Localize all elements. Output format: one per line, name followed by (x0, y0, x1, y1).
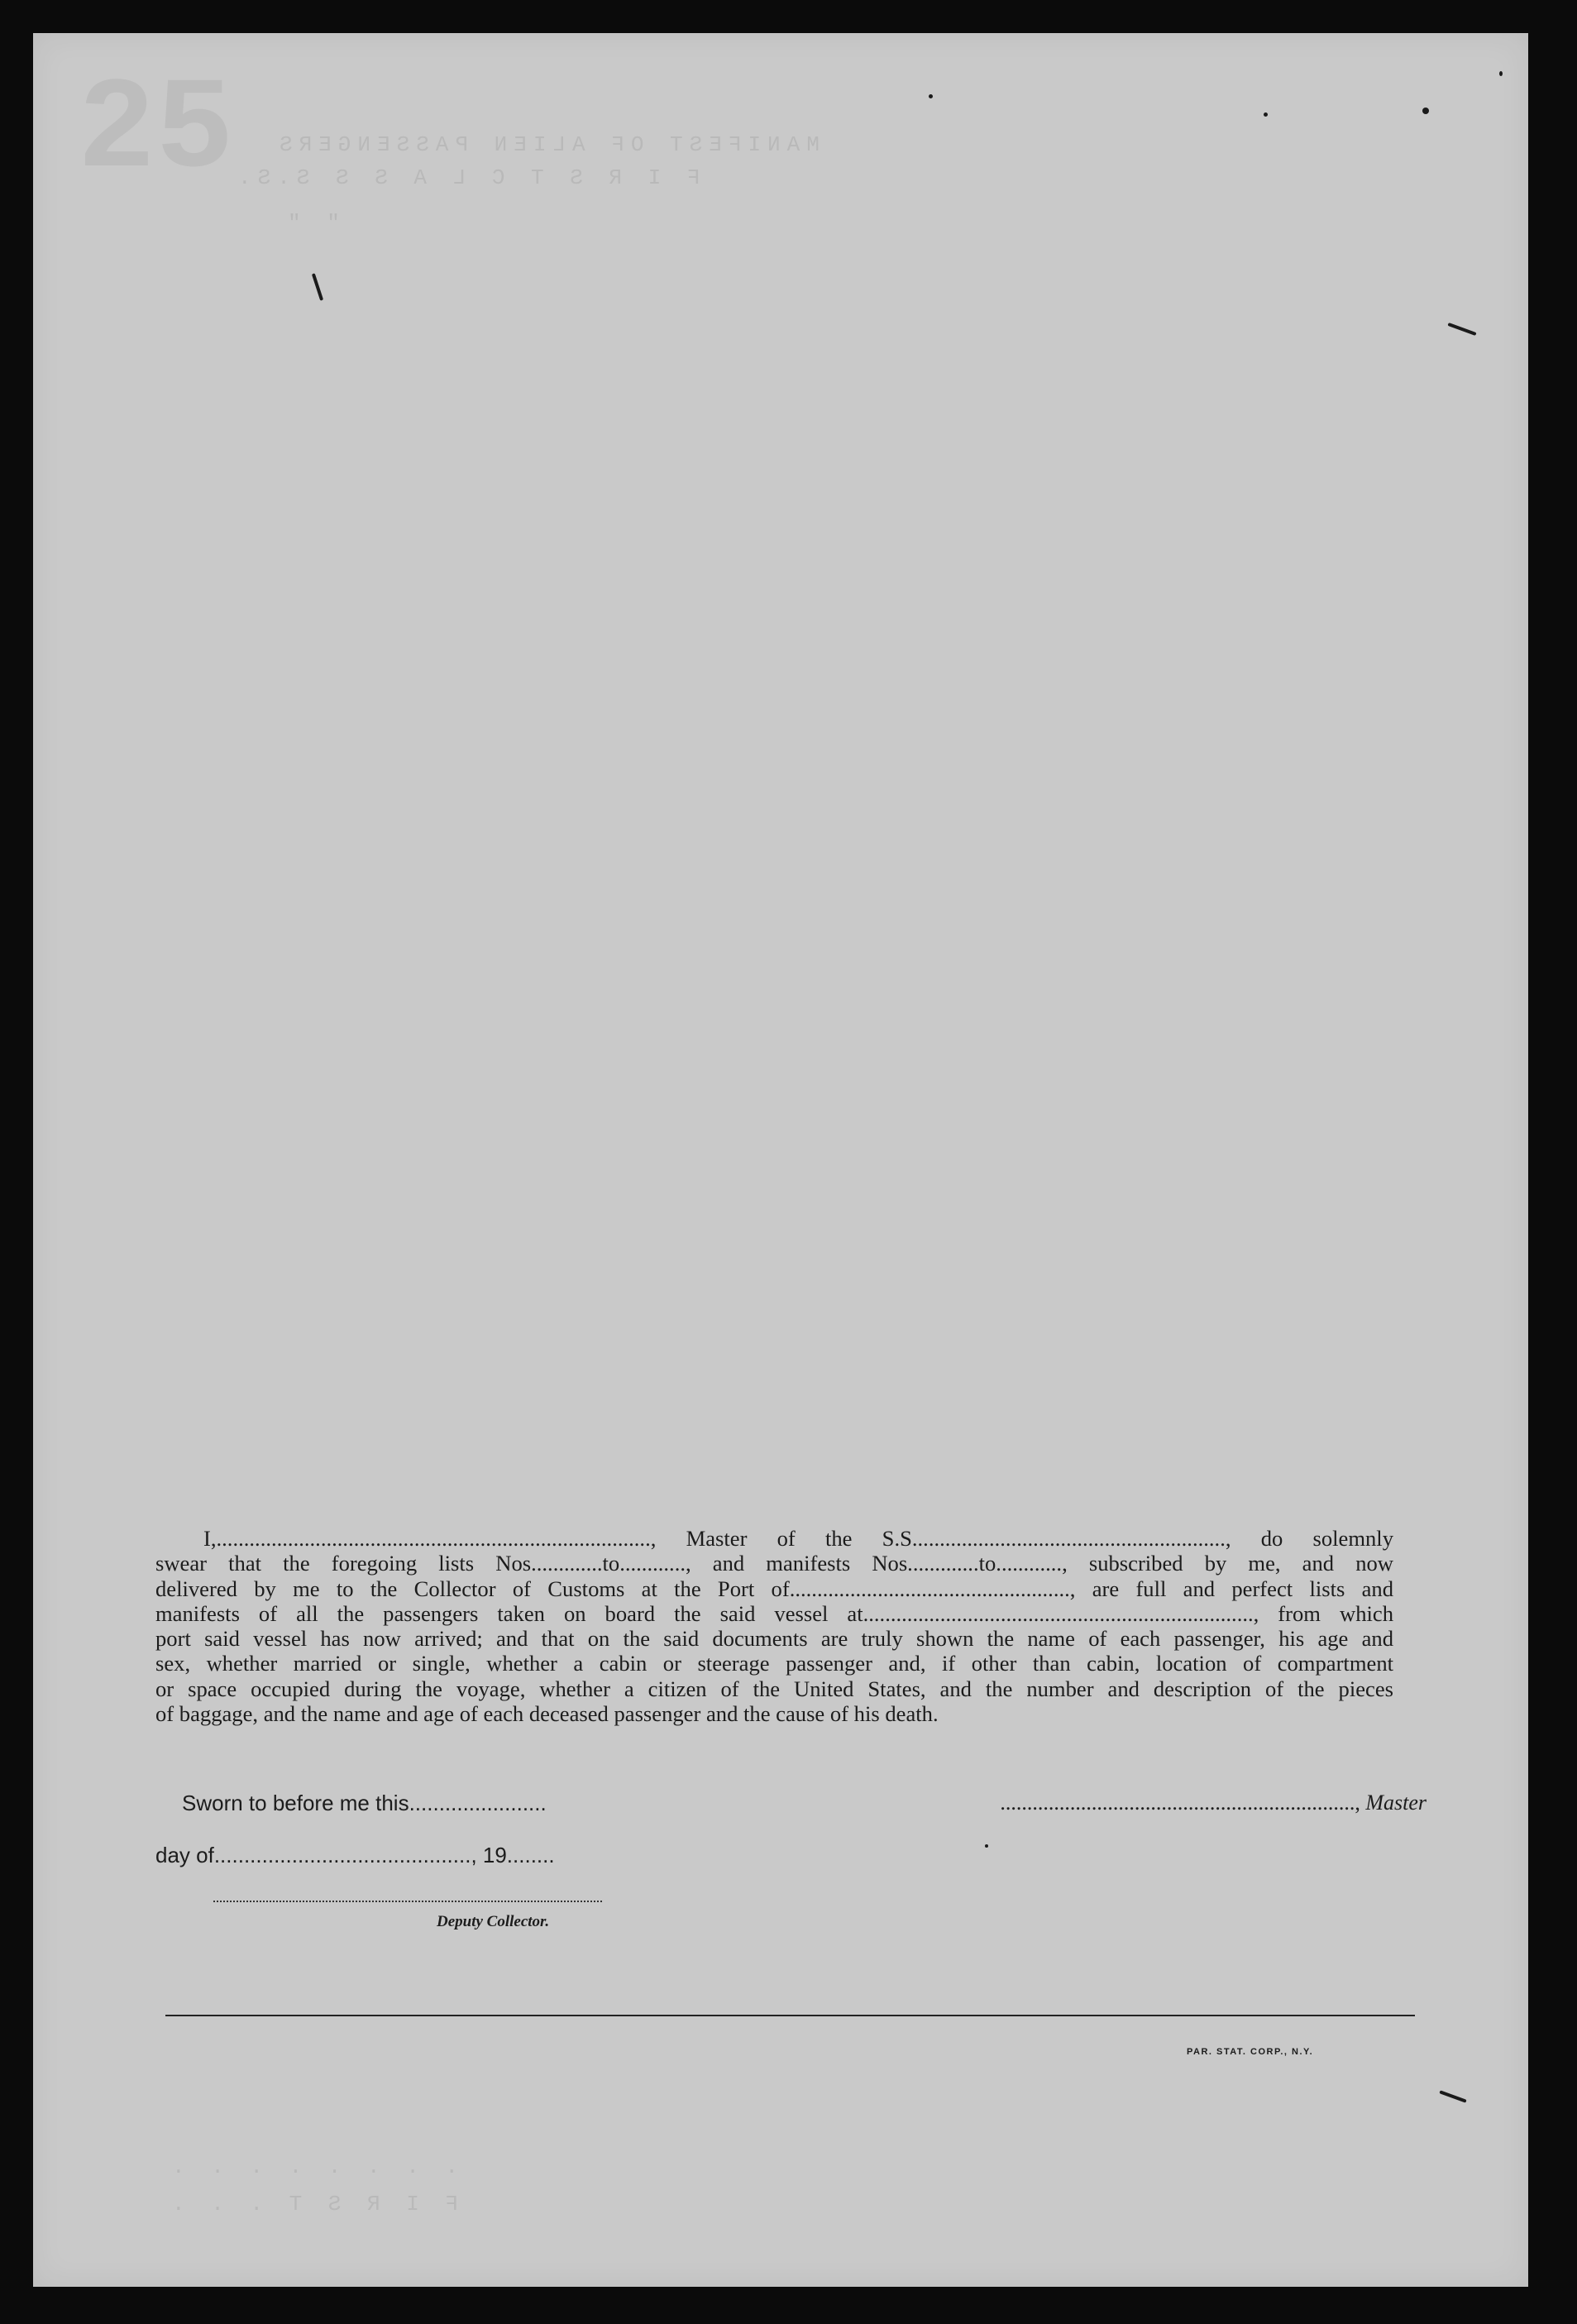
deputy-signature-line (213, 1901, 602, 1902)
deputy-collector-label: Deputy Collector. (437, 1913, 550, 1930)
ink-mark (1439, 2090, 1466, 2102)
oath-line: port said vessel has now arrived; and that on the said documents are truly shown the name of each passenger, his age and (155, 1626, 1393, 1652)
oath-line: delivered by me to the Collector of Customs at the Port of..................................................., are full and perfect lists and (155, 1576, 1393, 1601)
master-signature-dots: .................................................................., (1000, 1791, 1360, 1815)
bleed-through-text: F I R S T . . . (165, 2192, 459, 2216)
ink-speck (1422, 108, 1429, 114)
bleed-through-text: . . . . . . . . (165, 2154, 459, 2179)
bleed-through-text: " " (281, 211, 340, 236)
sworn-before-line: Sworn to before me this....................... (182, 1791, 547, 1815)
form-page (33, 33, 1528, 2287)
ink-speck (1499, 71, 1503, 76)
ink-speck (985, 1844, 988, 1848)
printer-mark: PAR. STAT. CORP., N.Y. (1187, 2047, 1314, 2057)
ink-speck (929, 94, 933, 98)
master-signature-line (926, 1791, 1426, 1815)
page-number: 25 (80, 53, 237, 192)
oath-line: or space occupied during the voyage, whether a citizen of the United States, and the number and description of the pieces (155, 1676, 1393, 1701)
day-of-line: day of..........................................., 19........ (155, 1843, 555, 1867)
horizontal-rule (165, 2015, 1415, 2016)
oath-paragraph (155, 1526, 1393, 1726)
ink-mark (312, 273, 323, 301)
oath-line: swear that the foregoing lists Nos.............to............, and manifests Nos.............to............, subscribed by me, and now (155, 1551, 1393, 1576)
ink-mark (1447, 323, 1476, 336)
oath-line: of baggage, and the name and age of each deceased passenger and the cause of his death. (155, 1701, 939, 1727)
ink-speck (1264, 112, 1268, 117)
oath-line: I,..............................................................................., Master of the S.S........................................................., do solemnly (203, 1526, 1393, 1551)
master-label: Master (1365, 1791, 1426, 1815)
oath-line: sex, whether married or single, whether a cabin or steerage passenger and, if other than cabin, location of compartment (155, 1651, 1393, 1676)
bleed-through-text: F I R S T C L A S S S.S. (232, 165, 700, 190)
bleed-through-text: MANIFEST OF ALIEN PASSENGERS (273, 132, 820, 157)
oath-line: manifests of all the passengers taken on board the said vessel at......................................................................., from which (155, 1600, 1393, 1626)
